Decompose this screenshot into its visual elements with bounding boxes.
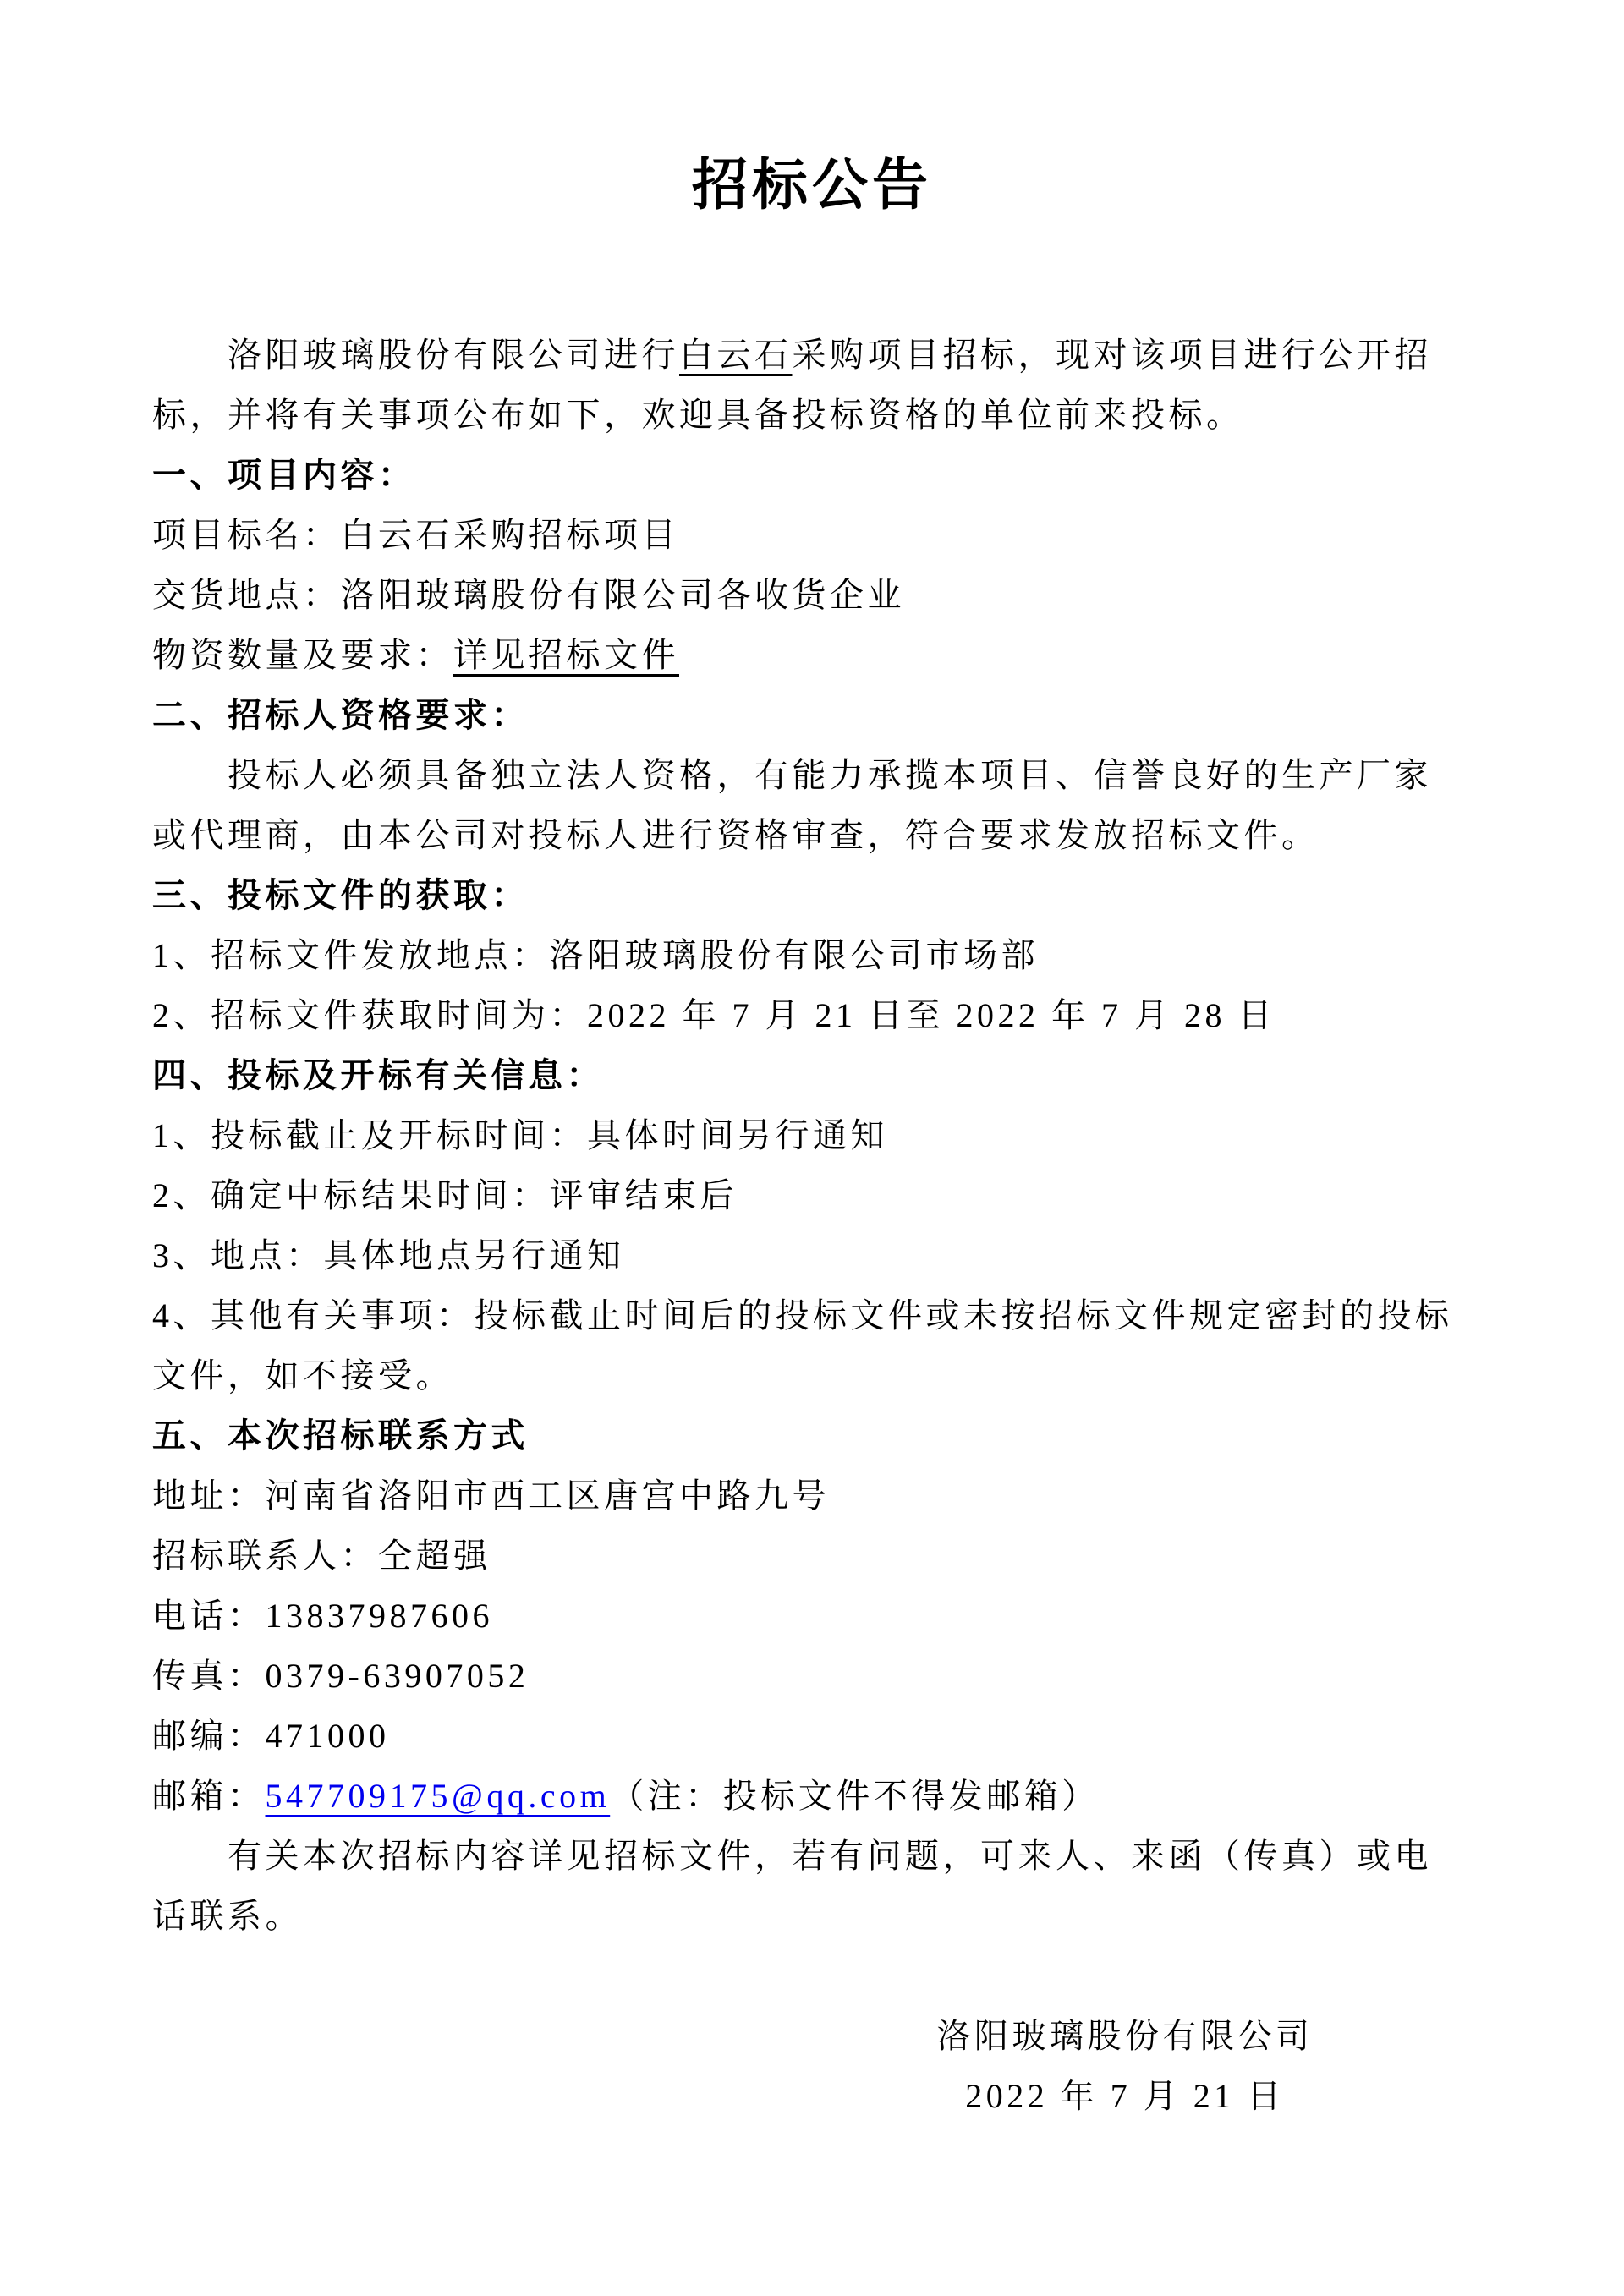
email-link[interactable]: 547709175@qq.com — [265, 1777, 611, 1815]
text-segment: 3、地点：具体地点另行通知 — [152, 1236, 625, 1274]
document-line — [152, 1886, 1472, 1946]
signature-date: 2022 年 7 月 21 日 — [965, 2077, 1285, 2115]
signature-block — [905, 2006, 1345, 2126]
text-segment: 话联系。 — [152, 1897, 303, 1935]
document-line — [152, 1466, 1472, 1526]
document-line — [152, 925, 1472, 985]
text-segment: 物资数量及要求： — [152, 636, 453, 674]
text-segment: 四、投标及开标有关信息： — [152, 1056, 604, 1094]
text-segment: 三、投标文件的获取： — [152, 876, 529, 914]
page-title: 招标公告 — [692, 155, 932, 216]
section-heading-line — [152, 1406, 1472, 1466]
text-segment: 有关本次招标内容详见招标文件，若有问题，可来人、来函（传真）或电 — [228, 1837, 1432, 1875]
document-line — [152, 1826, 1472, 1886]
underlined-text: 详见招标文件 — [453, 636, 679, 674]
text-segment: 投标人必须具备独立法人资格，有能力承揽本项目、信誉良好的生产厂家 — [228, 756, 1432, 794]
text-segment: 邮编：471000 — [152, 1717, 390, 1755]
document-line — [152, 565, 1472, 625]
document-line — [152, 1766, 1472, 1826]
document-line — [152, 325, 1472, 385]
document-line — [152, 1165, 1472, 1225]
document-line — [152, 1706, 1472, 1766]
document-line — [152, 805, 1472, 865]
text-segment: 一、项目内容： — [152, 456, 416, 494]
text-segment: 交货地点：洛阳玻璃股份有限公司各收货企业 — [152, 576, 905, 614]
text-segment: 招标联系人：仝超强 — [152, 1537, 491, 1575]
text-segment: 传真：0379-63907052 — [152, 1657, 529, 1695]
document-line — [152, 985, 1472, 1045]
section-heading-line — [152, 445, 1472, 505]
document-line — [152, 1105, 1472, 1165]
section-heading-line — [152, 865, 1472, 925]
text-segment: 文件，如不接受。 — [152, 1356, 453, 1395]
text-segment: 电话：13837987606 — [152, 1597, 493, 1635]
document-line — [152, 1586, 1472, 1646]
document-line — [152, 745, 1472, 805]
signature-company: 洛阳玻璃股份有限公司 — [936, 2017, 1314, 2055]
document-line — [152, 1285, 1472, 1345]
text-segment: 4、其他有关事项：投标截止时间后的投标文件或未按招标文件规定密封的投标 — [152, 1296, 1453, 1334]
document-line — [152, 1646, 1472, 1706]
document-line — [152, 505, 1472, 565]
text-segment: 五、本次招标联系方式 — [152, 1417, 529, 1455]
document-line — [152, 625, 1472, 685]
text-segment: 地址：河南省洛阳市西工区唐宫中路九号 — [152, 1477, 830, 1515]
text-segment: 采购项目招标，现对该项目进行公开招 — [792, 336, 1432, 374]
text-segment: 项目标名：白云石采购招标项目 — [152, 516, 679, 554]
text-segment: 二、招标人资格要求： — [152, 696, 529, 734]
text-segment: （注：投标文件不得发邮箱） — [610, 1777, 1100, 1815]
text-segment: 邮箱： — [152, 1777, 266, 1815]
text-segment: 2、确定中标结果时间：评审结束后 — [152, 1176, 738, 1214]
document-line — [152, 1345, 1472, 1406]
document-line — [152, 385, 1472, 445]
text-segment: 2、招标文件获取时间为：2022 年 7 月 21 日至 2022 年 7 月 28 日 — [152, 996, 1276, 1034]
document-lines — [152, 325, 1472, 1946]
text-segment: 1、投标截止及开标时间：具体时间另行通知 — [152, 1116, 888, 1154]
document-line — [152, 1526, 1472, 1586]
section-heading-line — [152, 685, 1472, 745]
document-body — [152, 325, 1472, 2126]
section-heading-line — [152, 1045, 1472, 1105]
text-segment: 标，并将有关事项公布如下，欢迎具备投标资格的单位前来投标。 — [152, 396, 1244, 434]
document-line — [152, 1225, 1472, 1285]
underlined-text: 白云石 — [679, 336, 793, 374]
text-segment: 1、招标文件发放地点：洛阳玻璃股份有限公司市场部 — [152, 936, 1039, 974]
text-segment: 洛阳玻璃股份有限公司进行 — [228, 336, 679, 374]
text-segment: 或代理商，由本公司对投标人进行资格审查，符合要求发放招标文件。 — [152, 816, 1320, 854]
